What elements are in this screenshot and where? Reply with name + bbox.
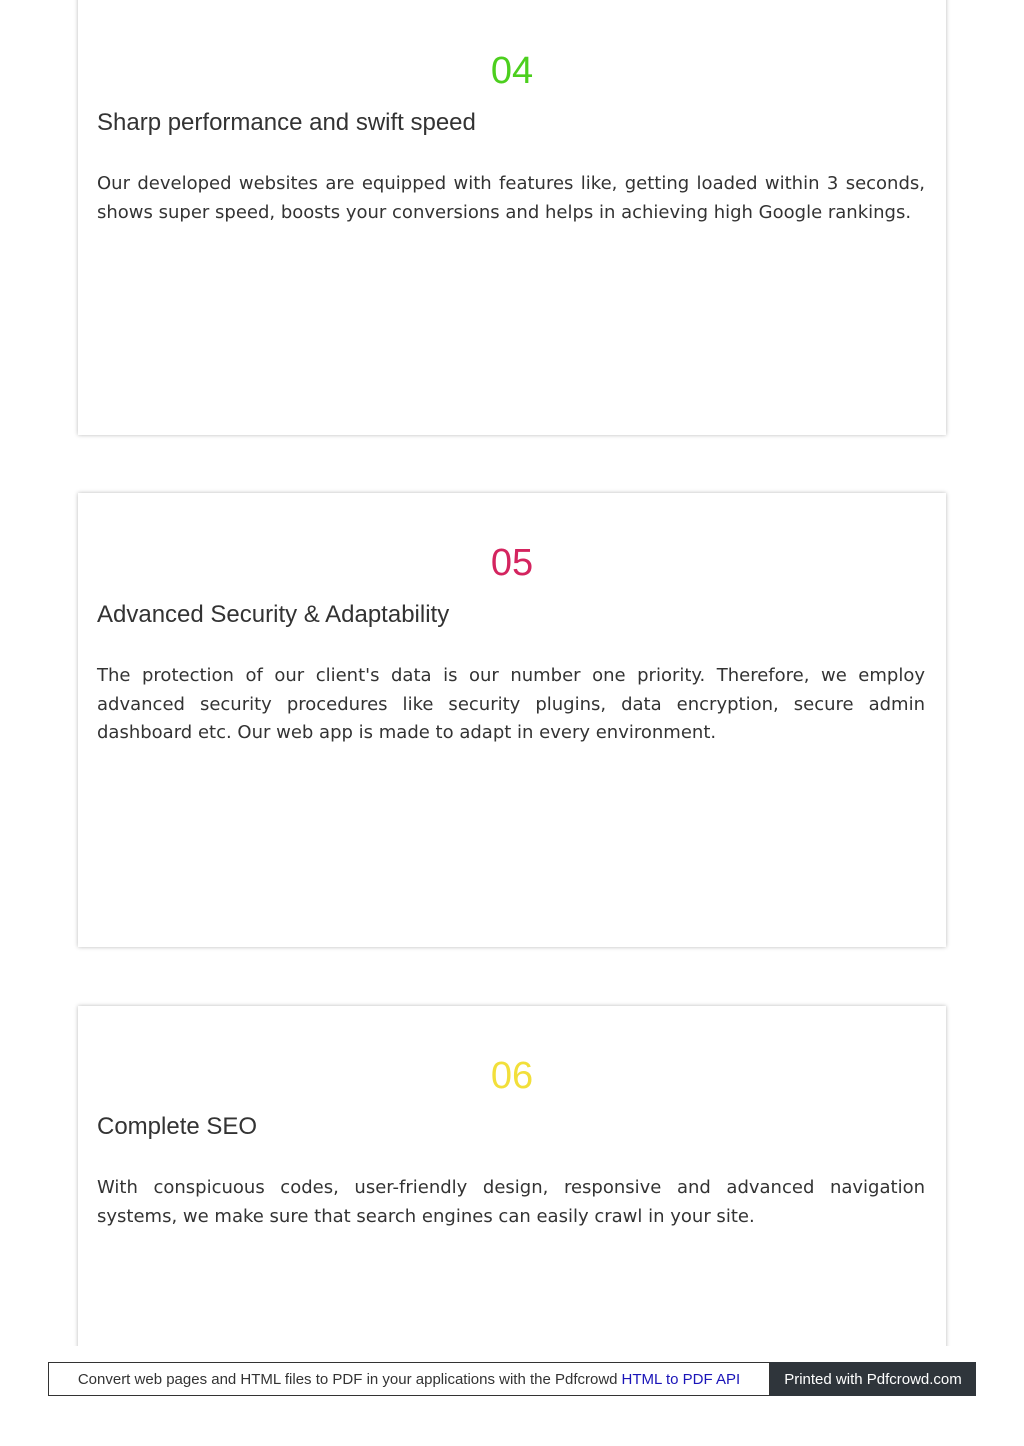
feature-card-05 <box>78 493 946 947</box>
feature-number: 06 <box>490 1055 534 1097</box>
html-to-pdf-api-link[interactable]: HTML to PDF API <box>621 1370 741 1388</box>
feature-card-06 <box>78 1006 946 1366</box>
feature-number: 05 <box>490 542 534 584</box>
feature-number: 04 <box>490 50 534 92</box>
convert-banner <box>48 1362 770 1396</box>
convert-text: Convert web pages and HTML files to PDF in your applications with the Pdfcrowd <box>77 1370 618 1388</box>
feature-description: The protection of our client's data is our number one priority. Therefore, we employ advanced security procedures like security plugins, data encryption, secure admin dashboard etc. Our web app is made to adapt in every environment. <box>97 665 925 743</box>
printed-with-badge[interactable] <box>770 1362 976 1396</box>
pdfcrowd-footer <box>48 1362 976 1396</box>
page-bottom-margin <box>0 1346 1024 1446</box>
printed-text: Printed with Pdfcrowd.com <box>784 1370 962 1388</box>
feature-title: Sharp performance and swift speed <box>97 109 476 136</box>
feature-card-04 <box>78 0 946 435</box>
feature-title: Advanced Security & Adaptability <box>97 601 450 628</box>
feature-description: Our developed websites are equipped with features like, getting loaded within 3 seconds, shows super speed, boosts your conversions and helps in achieving high Google rankings. <box>97 173 925 223</box>
feature-description: With conspicuous codes, user-friendly design, responsive and advanced navigation systems, we make sure that search engines can easily crawl in your site. <box>97 1177 925 1227</box>
feature-title: Complete SEO <box>97 1113 258 1140</box>
